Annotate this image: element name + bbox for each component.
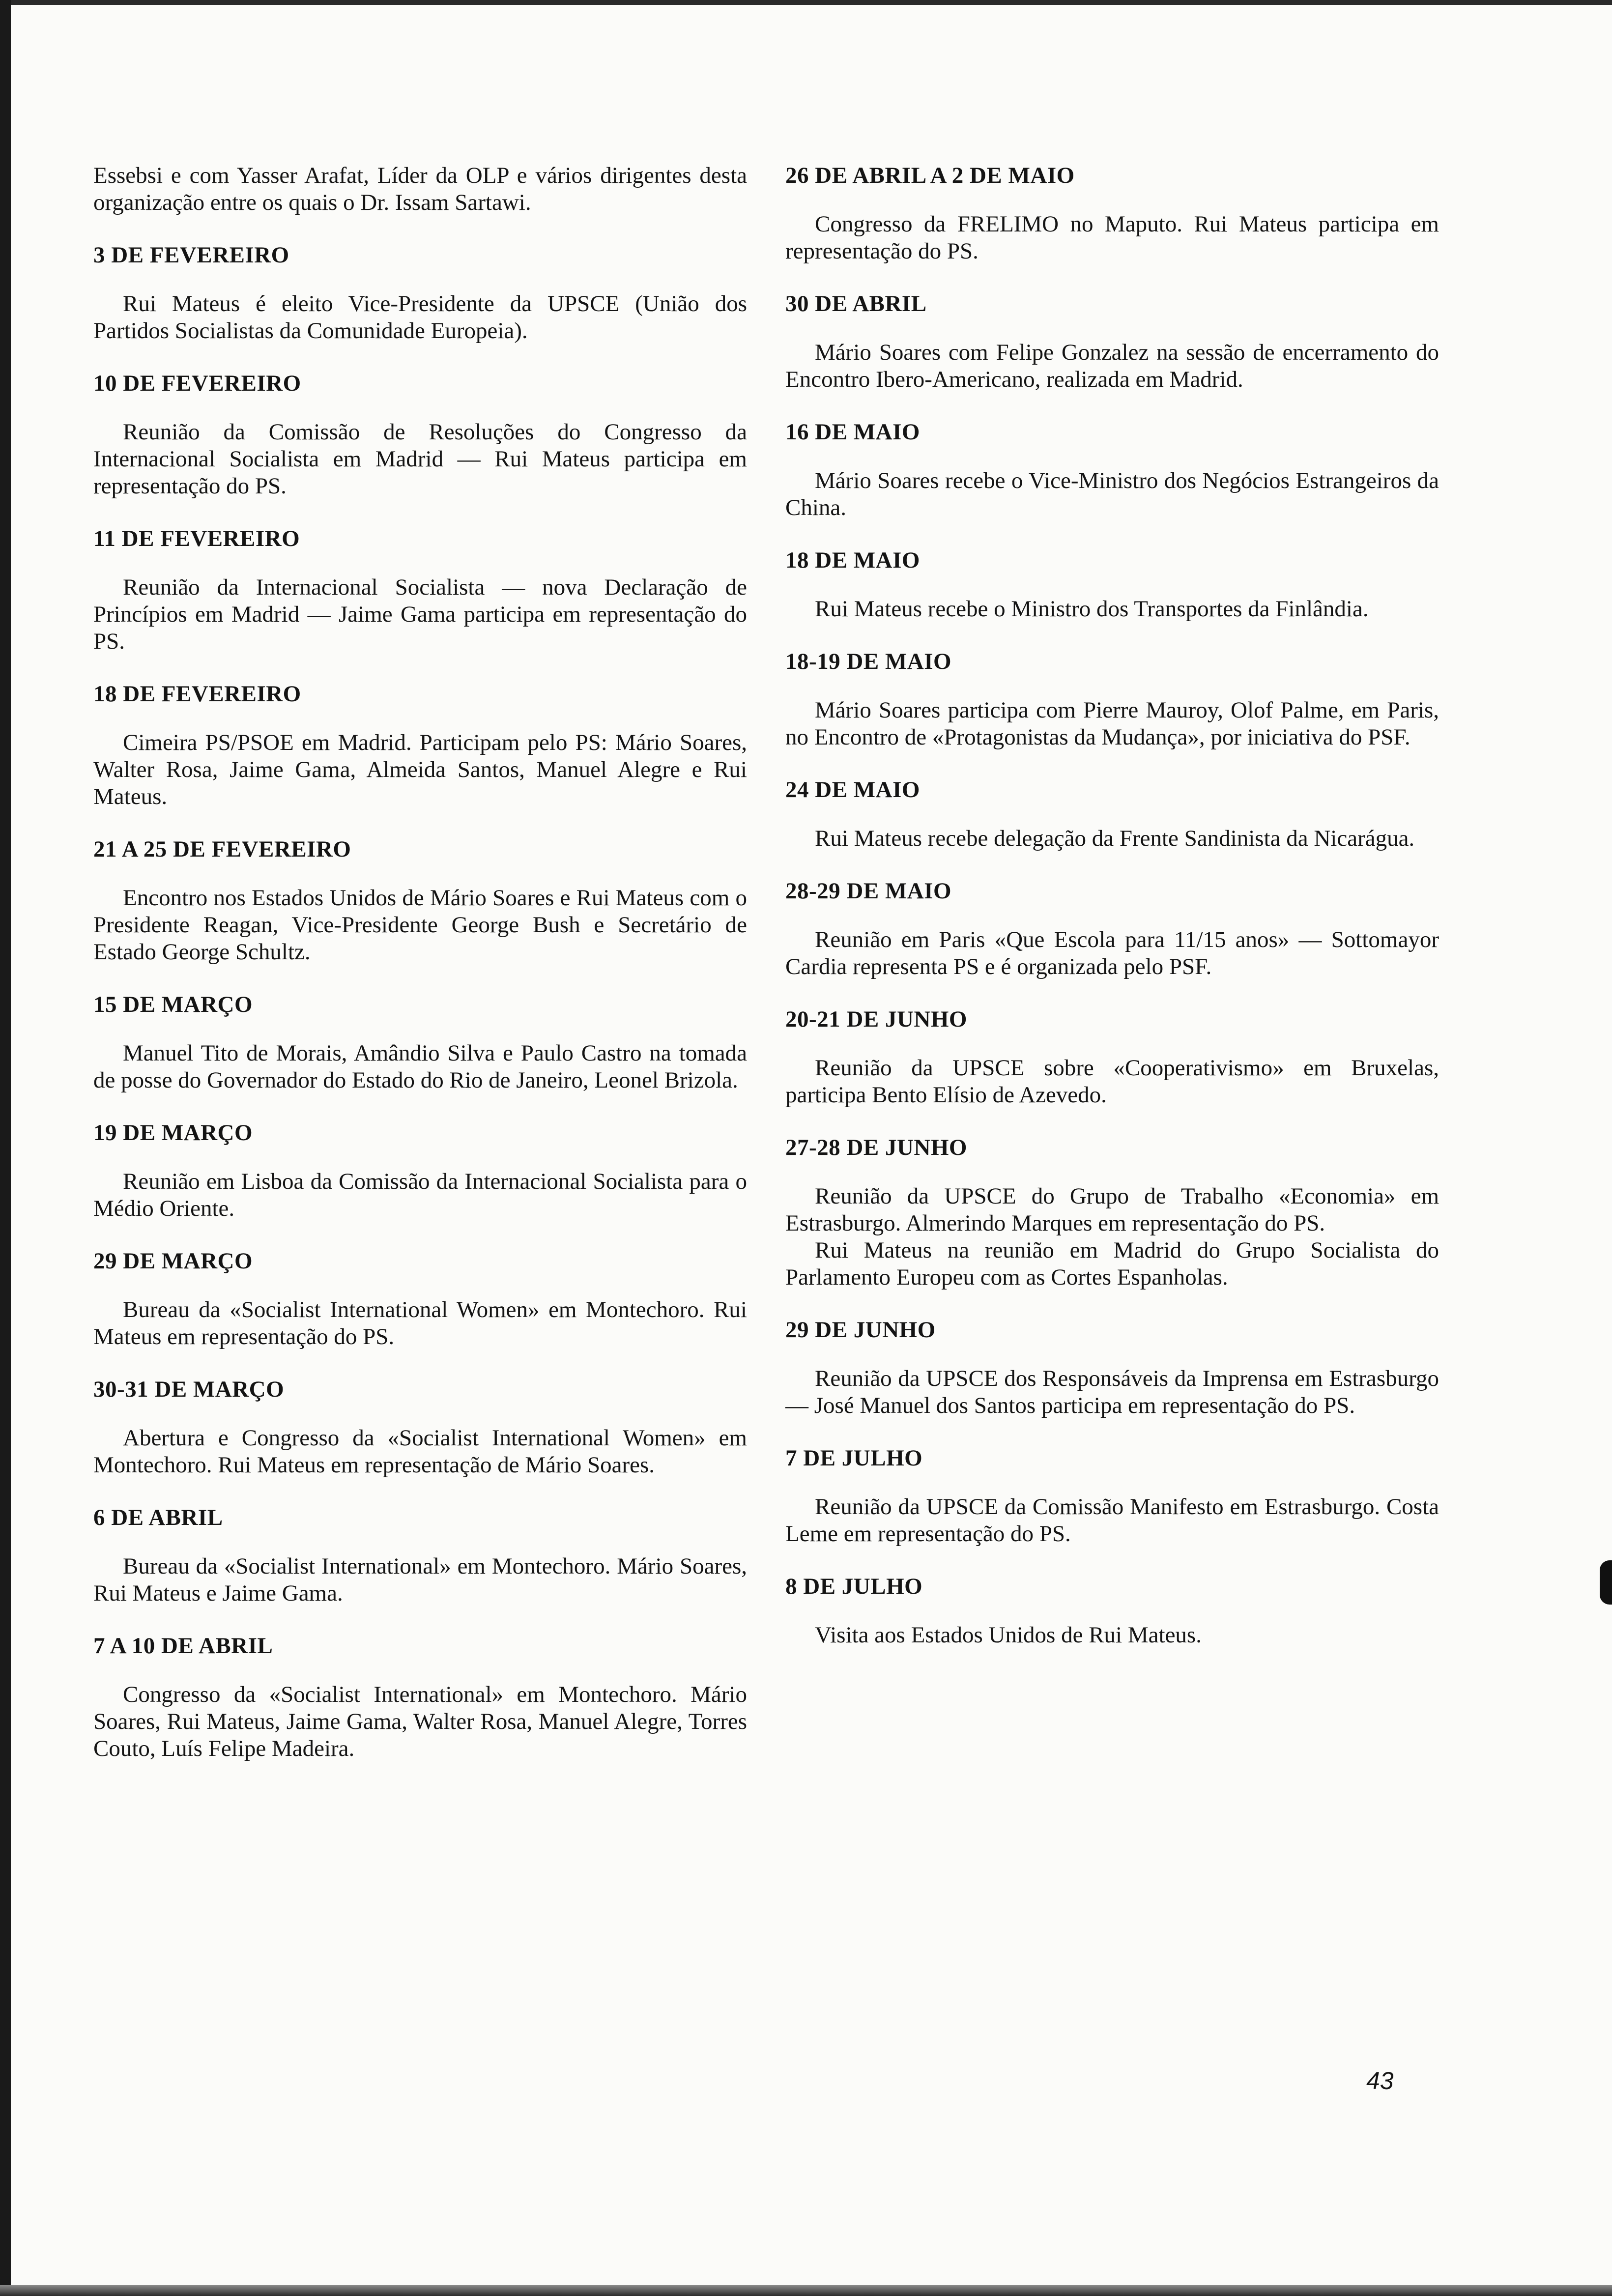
left-column [93,162,747,1762]
chronology-entry [785,1134,1439,1291]
entry-text: Encontro nos Estados Unidos de Mário Soares e Rui Mateus com o Presidente Reagan, Vice-Presidente George Bush e Secretário de Estado George Schultz. [93,885,747,965]
chronology-entry [93,991,747,1094]
chronology-entry [785,547,1439,623]
entry-date: 26 DE ABRIL A 2 DE MAIO [785,163,1075,188]
chronology-entry [93,1248,747,1350]
entry-text: Manuel Tito de Morais, Amândio Silva e Paulo Castro na tomada de posse do Governador do Estado do Rio de Janeiro, Leonel Brizola. [93,1040,747,1093]
entry-date: 18 DE MAIO [785,547,920,573]
chronology-entry [785,1573,1439,1649]
entry-text: Cimeira PS/PSOE em Madrid. Participam pelo PS: Mário Soares, Walter Rosa, Jaime Gama, Almeida Santos, Manuel Alegre e Rui Mateus. [93,730,747,809]
entry-text: Reunião da UPSCE da Comissão Manifesto em Estrasburgo. Costa Leme em representação do PS. [785,1494,1439,1547]
scan-top-edge [0,0,1612,5]
scan-left-edge [0,0,11,2296]
entry-text: Bureau da «Socialist International Women» em Montechoro. Rui Mateus em representação do PS. [93,1297,747,1349]
entry-date: 29 DE MARÇO [93,1248,253,1274]
entry-text: Bureau da «Socialist International» em Montechoro. Mário Soares, Rui Mateus e Jaime Gama. [93,1553,747,1606]
entry-text: Reunião da UPSCE dos Responsáveis da Imprensa em Estrasburgo — José Manuel dos Santos participa em representação do PS. [785,1366,1439,1418]
entry-date: 7 A 10 DE ABRIL [93,1633,273,1659]
entry-date: 11 DE FEVEREIRO [93,526,300,551]
entry-text: Rui Mateus recebe delegação da Frente Sandinista da Nicarágua. [815,826,1415,851]
chronology-entry [93,525,747,655]
entry-text: Congresso da FRELIMO no Maputo. Rui Mateus participa em representação do PS. [785,211,1439,264]
entry-text: Congresso da «Socialist International» em Montechoro. Mário Soares, Rui Mateus, Jaime Gama, Walter Rosa, Manuel Alegre, Torres Couto, Luís Felipe Madeira. [93,1682,747,1761]
entry-text: Rui Mateus recebe o Ministro dos Transportes da Finlândia. [815,596,1369,622]
chronology-entry [93,370,747,500]
chronology-entry [785,1317,1439,1419]
chronology-entry [93,242,747,344]
chronology-entry [93,836,747,966]
chronology-entry [785,419,1439,521]
entry-date: 19 DE MARÇO [93,1120,253,1146]
chronology-entry [93,1633,747,1762]
entry-text: Rui Mateus na reunião em Madrid do Grupo Socialista do Parlamento Europeu com as Cortes Espanholas. [785,1237,1439,1290]
entry-text: Reunião da Comissão de Resoluções do Congresso da Internacional Socialista em Madrid — Rui Mateus participa em representação do PS. [93,419,747,499]
entry-text: Reunião da UPSCE do Grupo de Trabalho «Economia» em Estrasburgo. Almerindo Marques em representação do PS. [785,1183,1439,1236]
entry-text: Reunião da UPSCE sobre «Cooperativismo» em Bruxelas, participa Bento Elísio de Azevedo. [785,1055,1439,1108]
chronology-entry [785,1445,1439,1548]
entry-date: 8 DE JULHO [785,1574,923,1599]
right-entries [785,162,1439,1649]
entry-date: 7 DE JULHO [785,1445,923,1471]
chronology-entry [785,290,1439,393]
entry-date: 18-19 DE MAIO [785,649,952,674]
entry-date: 20-21 DE JUNHO [785,1006,967,1032]
chronology-entry [93,1504,747,1607]
chronology-entry [785,1006,1439,1109]
entry-text: Abertura e Congresso da «Socialist International Women» em Montechoro. Rui Mateus em representação de Mário Soares. [93,1425,747,1478]
entry-date: 10 DE FEVEREIRO [93,371,301,396]
page-number: 43 [1366,2067,1394,2095]
entry-date: 6 DE ABRIL [93,1505,223,1530]
entry-text: Reunião da Internacional Socialista — nova Declaração de Princípios em Madrid — Jaime Gama participa em representação do PS. [93,574,747,654]
entry-date: 29 DE JUNHO [785,1317,936,1343]
entry-date: 3 DE FEVEREIRO [93,242,289,268]
entry-text: Mário Soares participa com Pierre Mauroy, Olof Palme, em Paris, no Encontro de «Protagonistas da Mudança», por iniciativa do PSF. [785,697,1439,750]
entry-text: Mário Soares com Felipe Gonzalez na sessão de encerramento do Encontro Ibero-Americano, realizada em Madrid. [785,340,1439,392]
entry-date: 27-28 DE JUNHO [785,1135,967,1160]
entry-date: 18 DE FEVEREIRO [93,681,301,707]
chronology-entry [93,1119,747,1222]
entry-date: 28-29 DE MAIO [785,878,952,904]
chronology-entry [785,878,1439,980]
scan-binding-mark [1600,1560,1612,1605]
scan-bottom-edge [0,2285,1612,2296]
entry-date: 24 DE MAIO [785,777,920,803]
intro-paragraph: Essebsi e com Yasser Arafat, Líder da OLP e vários dirigentes desta organização entre os quais o Dr. Issam Sartawi. [93,163,747,215]
chronology-entry [785,776,1439,852]
entry-text: Reunião em Paris «Que Escola para 11/15 anos» — Sottomayor Cardia representa PS e é organizada pelo PSF. [785,927,1439,979]
entry-text: Mário Soares recebe o Vice-Ministro dos Negócios Estrangeiros da China. [785,468,1439,520]
entry-text: Rui Mateus é eleito Vice-Presidente da UPSCE (União dos Partidos Socialistas da Comunidade Europeia). [93,291,747,344]
chronology-entry [785,648,1439,751]
entry-text: Visita aos Estados Unidos de Rui Mateus. [815,1622,1202,1648]
entry-date: 16 DE MAIO [785,419,920,445]
chronology-entry [785,162,1439,265]
left-entries [93,242,747,1762]
entry-date: 15 DE MARÇO [93,992,253,1017]
entry-date: 30-31 DE MARÇO [93,1377,285,1402]
entry-date: 21 A 25 DE FEVEREIRO [93,836,351,862]
chronology-entry [93,1376,747,1479]
entry-date: 30 DE ABRIL [785,291,927,316]
entry-text: Reunião em Lisboa da Comissão da Internacional Socialista para o Médio Oriente. [93,1169,747,1221]
chronology-entry [93,681,747,810]
right-column [785,162,1439,1649]
